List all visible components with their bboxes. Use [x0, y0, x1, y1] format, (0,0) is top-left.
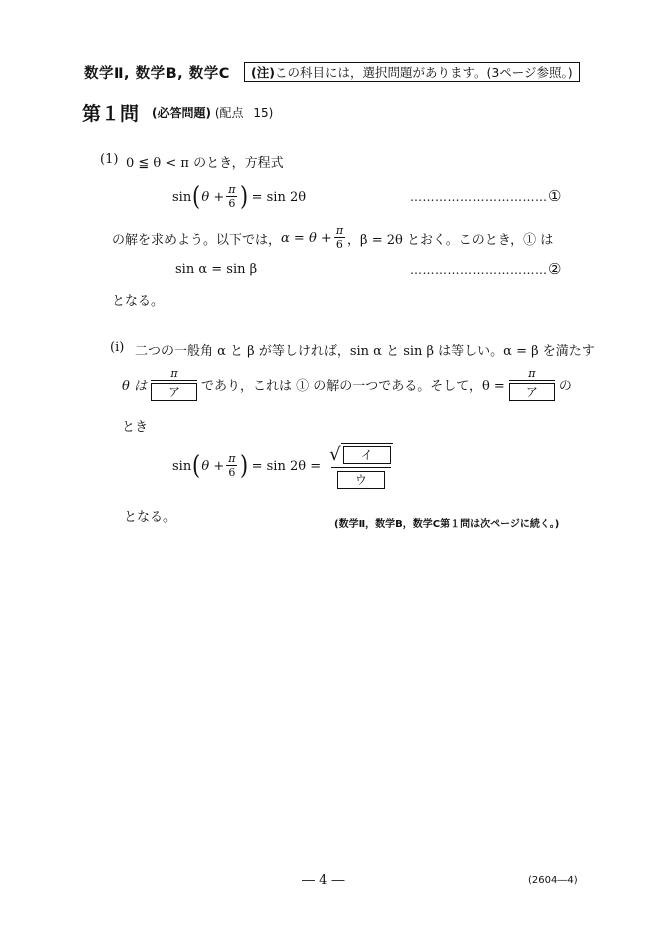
frac-den	[509, 380, 555, 401]
leader-dots-2: ……………………………	[410, 263, 548, 277]
answer-box-i: イ	[343, 446, 391, 464]
fraction-pi-6	[226, 184, 237, 210]
solve-line	[112, 222, 553, 254]
note-label: (注)	[251, 65, 275, 80]
equation-2: sin α = sin β	[175, 262, 258, 277]
equation-1	[172, 180, 306, 214]
fraction-pi-a-2	[509, 368, 555, 401]
solve-text-b: ，β = 2θ とおく。このとき，① は	[347, 232, 554, 248]
answer-box-a-2: ア	[509, 383, 555, 401]
eq1-sin: sin	[172, 189, 192, 205]
sqrt-radicand	[341, 443, 393, 464]
fraction-pi-6-c	[226, 453, 237, 479]
right-paren: )	[240, 451, 249, 481]
sub-i-line2	[122, 364, 572, 404]
sqrt-numerator	[327, 443, 394, 467]
solve-text-a: の解を求めよう。以下では，	[112, 232, 282, 248]
part1-label: (1)	[100, 152, 119, 167]
theta-wa: θ は	[122, 378, 147, 394]
frac-num: π	[528, 366, 536, 380]
sqrt-sign: √	[329, 444, 341, 465]
fraction-sqrt-i-u	[327, 443, 394, 489]
fraction-pi-6-b	[334, 225, 345, 251]
frac-num: π	[228, 183, 236, 196]
equation-mark-2: ②	[548, 260, 562, 278]
frac-num: π	[228, 452, 236, 465]
sub-i-line1: 二つの一般角 α と β が等しければ，sin α と sin β は等しい。α = β を満たす	[135, 344, 595, 359]
sub-i-becomes: となる。	[124, 510, 177, 525]
question-title: 第１問	[82, 103, 140, 125]
alpha-def: α = θ +	[281, 230, 332, 246]
continue-note: (数学Ⅱ，数学B，数学C第１問は次ページに続く。)	[334, 519, 560, 530]
answer-box-a: ア	[151, 383, 197, 401]
part1-intro: 0 ≦ θ < π のとき，方程式	[126, 156, 284, 171]
frac-num: π	[170, 366, 178, 380]
fraction-pi-a	[151, 368, 197, 401]
frac-den: 6	[228, 466, 236, 479]
equation-mark-1: ①	[548, 187, 562, 205]
eq-rhs: = sin 2θ =	[251, 458, 322, 474]
page-number: ― 4 ―	[302, 873, 345, 888]
subject-title: 数学Ⅱ, 数学B, 数学C	[84, 66, 230, 82]
question-meta	[152, 104, 273, 121]
frac-den	[331, 467, 391, 489]
exam-code: (2604―4)	[528, 875, 578, 886]
eq-sin: sin	[172, 458, 192, 474]
eq1-theta: θ +	[201, 189, 225, 205]
left-paren: (	[192, 451, 201, 481]
note-text: この科目には，選択問題があります。(3ページ参照。)	[274, 65, 573, 80]
points-label: (配点	[214, 106, 244, 120]
frac-den: 6	[228, 197, 236, 210]
boxed-equation	[172, 440, 397, 492]
required-label: (必答問題)	[152, 106, 211, 120]
line2-end: の	[558, 378, 572, 394]
right-paren: )	[240, 182, 249, 212]
part1-becomes: となる。	[112, 294, 165, 309]
note-box	[244, 62, 580, 82]
leader-dots-1: ……………………………	[410, 190, 548, 204]
points-value: 15)	[253, 106, 274, 120]
eq-theta: θ +	[201, 458, 225, 474]
frac-den: 6	[335, 238, 343, 251]
frac-den	[151, 380, 197, 401]
toki: とき	[122, 420, 149, 435]
frac-num: π	[335, 224, 344, 237]
sub-i-label: (i)	[110, 340, 125, 355]
answer-box-u: ウ	[337, 471, 385, 489]
line2-mid: であり，これは ① の解の一つである。そして，θ =	[200, 378, 505, 394]
left-paren: (	[192, 182, 201, 212]
eq1-rhs: = sin 2θ	[251, 189, 307, 205]
